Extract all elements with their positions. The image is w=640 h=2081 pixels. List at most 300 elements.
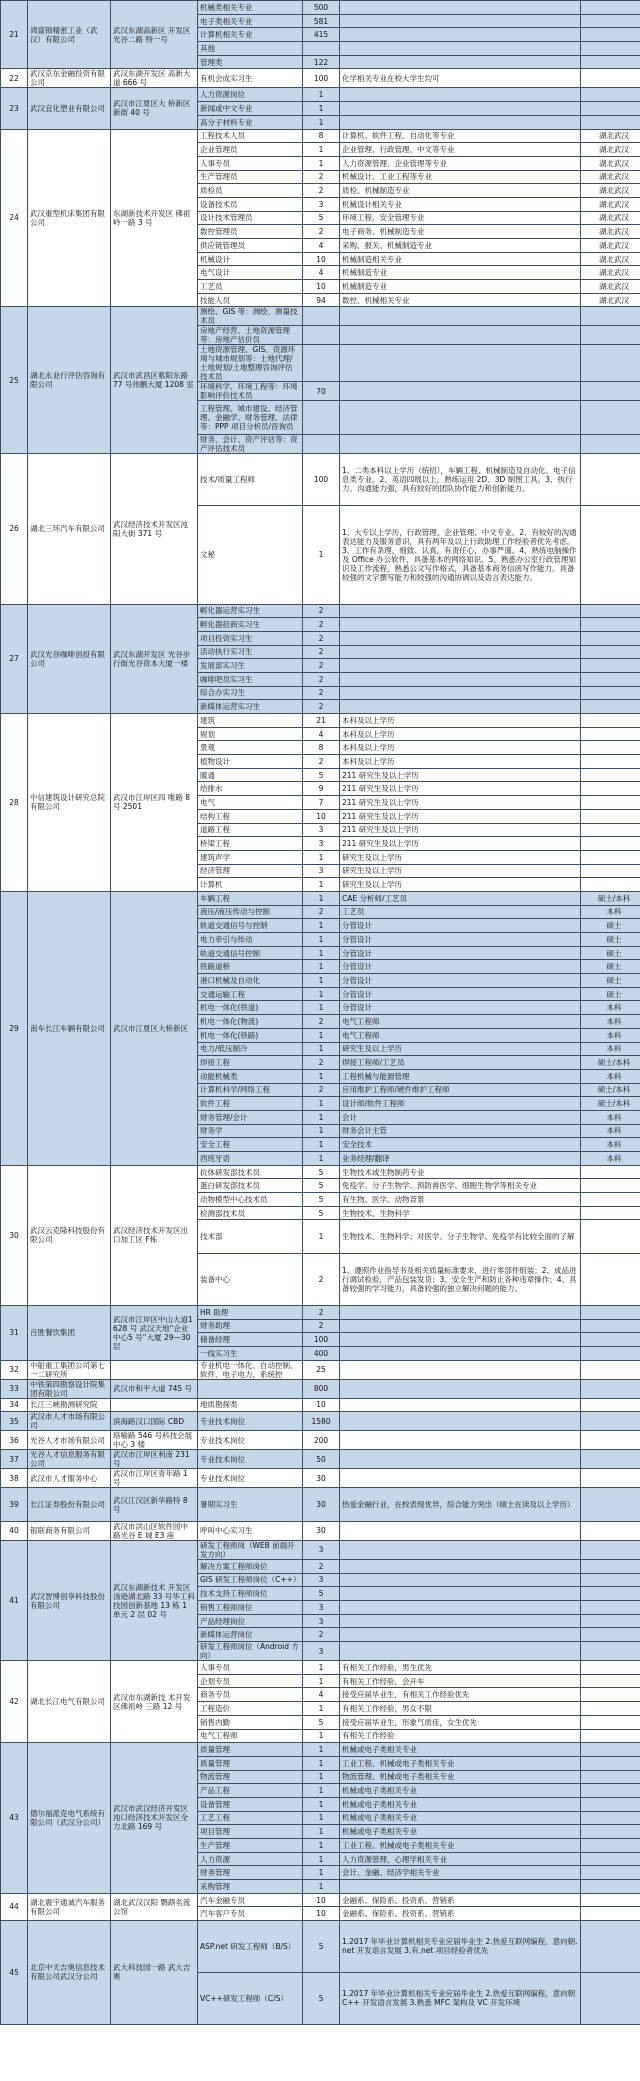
position-name: 测绘、GIS 等：测绘、测量技术员 xyxy=(198,307,303,326)
requirements: 应用维护工程师/硬件维护工程师 xyxy=(340,1083,581,1097)
degree-location xyxy=(581,1220,640,1254)
company-address: 武汉市江岸区四 唯路 8 号 2501 xyxy=(111,714,198,892)
table-row xyxy=(1,1165,640,1179)
position-name: 汽车金融专员 xyxy=(198,1893,303,1907)
headcount: 1580 xyxy=(303,1412,340,1431)
row-number: 29 xyxy=(1,891,28,1165)
headcount: 1 xyxy=(303,1138,340,1152)
degree-location xyxy=(581,1193,640,1207)
table-row xyxy=(1,1921,640,1973)
requirements xyxy=(340,1398,581,1412)
row-number: 35 xyxy=(1,1412,28,1431)
position-name: 道路工程 xyxy=(198,823,303,837)
degree-location: 湖北武汉 xyxy=(581,184,640,198)
degree-location: 本科 xyxy=(581,905,640,919)
headcount: 2 xyxy=(303,1015,340,1029)
degree-location xyxy=(581,1674,640,1688)
position-name: 新闻或中文专业 xyxy=(198,102,303,116)
degree-location xyxy=(581,1784,640,1798)
position-name: 财务助理 xyxy=(198,1319,303,1333)
position-name: 产品经理岗位 xyxy=(198,1614,303,1628)
row-number: 27 xyxy=(1,604,28,714)
headcount: 5 xyxy=(303,1715,340,1729)
position-name: ASP.net 研发工程师（B/S） xyxy=(198,1921,303,1973)
requirements: 研究生及以上学历 xyxy=(340,850,581,864)
headcount xyxy=(303,345,340,382)
headcount: 1 xyxy=(303,1866,340,1880)
company-address xyxy=(111,1398,198,1412)
position-name: 建筑声学 xyxy=(198,850,303,864)
company-name: 中铁第四勘察设计院集团有限公司 xyxy=(28,1379,111,1398)
position-name: 生产管理员 xyxy=(198,170,303,184)
headcount: 2 xyxy=(303,686,340,700)
position-name: GIS 研发工程师岗位（C++） xyxy=(198,1573,303,1587)
company-name: 武汉光谷咖啡创投有限公司 xyxy=(28,604,111,714)
company-name: 长江证券股份有限公司 xyxy=(28,1488,111,1522)
requirements: 工艺员 xyxy=(340,905,581,919)
degree-location xyxy=(581,604,640,618)
row-number: 39 xyxy=(1,1488,28,1522)
position-name: 电子类相关专业 xyxy=(198,14,303,28)
requirements xyxy=(340,1880,581,1894)
degree-location xyxy=(581,645,640,659)
requirements: 机械或电子类相关专业 xyxy=(340,1825,581,1839)
headcount: 2 xyxy=(303,755,340,769)
position-name: 工程技术人员 xyxy=(198,129,303,143)
headcount: 1 xyxy=(303,1674,340,1688)
requirements xyxy=(340,672,581,686)
table-row xyxy=(1,1540,640,1559)
company-address: 武汉东湖开发区 高新大道 666 号 xyxy=(111,69,198,88)
headcount: 1 xyxy=(303,1097,340,1111)
position-name: 技术支持工程师岗位 xyxy=(198,1587,303,1601)
position-name: 给排水 xyxy=(198,782,303,796)
company-name: 中信建筑设计研究总院有限公司 xyxy=(28,714,111,892)
requirements: 分管设计 xyxy=(340,933,581,947)
degree-location: 湖北武汉 xyxy=(581,211,640,225)
degree-location xyxy=(581,1431,640,1450)
headcount: 2 xyxy=(303,184,340,198)
degree-location: 硕士 xyxy=(581,933,640,947)
headcount: 8 xyxy=(303,129,340,143)
headcount: 3 xyxy=(303,197,340,211)
position-name: 储备经理 xyxy=(198,1333,303,1347)
requirements xyxy=(340,115,581,129)
headcount xyxy=(303,307,340,326)
company-name: 光谷人才信息服务有限公司 xyxy=(28,1450,111,1469)
position-name: 铁路道桥 xyxy=(198,960,303,974)
degree-location: 硕士 xyxy=(581,919,640,933)
headcount: 1 xyxy=(303,1852,340,1866)
degree-location xyxy=(581,14,640,28)
position-name: 新媒体运营实习生 xyxy=(198,700,303,714)
row-number: 31 xyxy=(1,1305,28,1360)
degree-location xyxy=(581,1921,640,1973)
degree-location xyxy=(581,823,640,837)
headcount: 3 xyxy=(303,1601,340,1615)
position-name: 供应链管理员 xyxy=(198,239,303,253)
position-name: 综合办实习生 xyxy=(198,686,303,700)
requirements xyxy=(340,1431,581,1450)
position-name: 电气设计 xyxy=(198,266,303,280)
headcount: 1 xyxy=(303,946,340,960)
position-name: 景观 xyxy=(198,741,303,755)
table-row xyxy=(1,1305,640,1319)
requirements: 电气工程师 xyxy=(340,1028,581,1042)
row-number: 40 xyxy=(1,1521,28,1540)
headcount: 2 xyxy=(303,645,340,659)
headcount: 10 xyxy=(303,280,340,294)
degree-location xyxy=(581,102,640,116)
table-row xyxy=(1,307,640,326)
company-address: 武汉市江岸区青年路 1 号 xyxy=(111,1469,198,1488)
headcount: 1 xyxy=(303,1797,340,1811)
position-name: 西班牙语 xyxy=(198,1152,303,1166)
degree-location xyxy=(581,1521,640,1540)
company-address: 滨海路汉口国际 CBD xyxy=(111,1412,198,1431)
degree-location xyxy=(581,1743,640,1757)
company-name: 武汉云克隆科技股份有限公司 xyxy=(28,1165,111,1305)
position-name: 专业技术岗位 xyxy=(198,1412,303,1431)
position-name: 建筑 xyxy=(198,714,303,728)
position-name: 机电一体化(物流) xyxy=(198,1015,303,1029)
requirements xyxy=(340,401,581,435)
requirements: 本科及以上学历 xyxy=(340,714,581,728)
position-name: 发展部实习生 xyxy=(198,659,303,673)
headcount: 1 xyxy=(303,1756,340,1770)
headcount: 1 xyxy=(303,1042,340,1056)
degree-location xyxy=(581,1469,640,1488)
requirements: 机械制造专业 xyxy=(340,280,581,294)
position-name: 呼叫中心实习生 xyxy=(198,1521,303,1540)
degree-location xyxy=(581,1839,640,1853)
degree-location xyxy=(581,1559,640,1573)
degree-location xyxy=(581,1360,640,1379)
requirements: 研究生及以上学历 xyxy=(340,864,581,878)
position-name: 计算机科学/网络工程 xyxy=(198,1083,303,1097)
position-name: 生产管理 xyxy=(198,1839,303,1853)
headcount: 2 xyxy=(303,1254,340,1306)
company-address: 武汉市江岸区利南 231 号 xyxy=(111,1450,198,1469)
requirements: 计算机、软件工程、自动化等专业 xyxy=(340,129,581,143)
requirements: 1、遵照作业指导书及相关质量标准要求，进行零部件组装；2、成品进行调试检验，产品包装发货；3、安全生产和防止各种违章操作；4、具备较强的学习能力，具备较强的独立解决问题的能力。 xyxy=(340,1254,581,1306)
headcount xyxy=(303,435,340,454)
position-name: 工艺员 xyxy=(198,280,303,294)
degree-location: 本科 xyxy=(581,1124,640,1138)
company-address: 武汉东湖高新区 开发区光谷二路 特一号 xyxy=(111,1,198,69)
position-name: 数控管理员 xyxy=(198,225,303,239)
headcount: 4 xyxy=(303,727,340,741)
position-name: 技术部 xyxy=(198,1220,303,1254)
company-address: 东湖新技术开发区 佛祖岭一路 3 号 xyxy=(111,129,198,307)
headcount: 5 xyxy=(303,1587,340,1601)
position-name: 解决方案工程师岗位 xyxy=(198,1559,303,1573)
requirements: 211 研究生及以上学历 xyxy=(340,782,581,796)
degree-location: 本科 xyxy=(581,1110,640,1124)
company-address: 武汉东湖开发区 光谷步行街光谷资本大厦一楼 xyxy=(111,604,198,714)
headcount: 2 xyxy=(303,1083,340,1097)
requirements xyxy=(340,326,581,345)
headcount: 3 xyxy=(303,1642,340,1661)
table-row xyxy=(1,454,640,506)
requirements xyxy=(340,1360,581,1379)
headcount: 1 xyxy=(303,1770,340,1784)
headcount: 2 xyxy=(303,225,340,239)
requirements: 会计、金融、经济学相关专业 xyxy=(340,1866,581,1880)
position-name: 桥梁工程 xyxy=(198,837,303,851)
table-row xyxy=(1,1431,640,1450)
requirements: 本科及以上学历 xyxy=(340,741,581,755)
requirements: 免疫学、分子生物学、预防兽医学、细胞生物学等相关专业 xyxy=(340,1179,581,1193)
position-name: HR 助理 xyxy=(198,1305,303,1319)
headcount xyxy=(303,42,340,56)
requirements xyxy=(340,1450,581,1469)
requirements: 研究生及以上学历 xyxy=(340,1042,581,1056)
company-address: 武汉市江夏区大桥新区 xyxy=(111,891,198,1165)
headcount: 1 xyxy=(303,1028,340,1042)
degree-location xyxy=(581,796,640,810)
row-number: 22 xyxy=(1,69,28,88)
degree-location xyxy=(581,850,640,864)
row-number: 33 xyxy=(1,1379,28,1398)
position-name: 车辆工程 xyxy=(198,891,303,905)
requirements: CAE 分析师/工艺员 xyxy=(340,891,581,905)
position-name: 装备中心 xyxy=(198,1254,303,1306)
degree-location: 湖北武汉 xyxy=(581,197,640,211)
requirements: 质检、机械制造专业 xyxy=(340,184,581,198)
position-name: 检测部技术员 xyxy=(198,1206,303,1220)
position-name: 环境科学、环境工程等：环境影响评价技术员 xyxy=(198,382,303,401)
company-name: 武汉宜化塑业有限公司 xyxy=(28,88,111,129)
requirements: 机械制造专业 xyxy=(340,266,581,280)
degree-location xyxy=(581,618,640,632)
table-row xyxy=(1,891,640,905)
position-name: 设备技术员 xyxy=(198,197,303,211)
company-name: 湖北长江电气有限公司 xyxy=(28,1661,111,1743)
headcount: 200 xyxy=(303,1431,340,1450)
headcount: 400 xyxy=(303,1346,340,1360)
headcount: 1 xyxy=(303,1152,340,1166)
headcount: 1 xyxy=(303,987,340,1001)
headcount: 1 xyxy=(303,1110,340,1124)
requirements: 分管设计 xyxy=(340,919,581,933)
table-row xyxy=(1,1661,640,1675)
requirements: 机械设计相关专业 xyxy=(340,197,581,211)
position-name: 咖啡吧员实习生 xyxy=(198,672,303,686)
position-name: 质量管理 xyxy=(198,1743,303,1757)
position-name: 机电一体化(铁道) xyxy=(198,1001,303,1015)
headcount: 1 xyxy=(303,891,340,905)
degree-location: 本科 xyxy=(581,1015,640,1029)
headcount: 5 xyxy=(303,1972,340,2024)
requirements: 211 研究生及以上学历 xyxy=(340,837,581,851)
position-name: 人事专员 xyxy=(198,156,303,170)
degree-location xyxy=(581,1688,640,1702)
headcount: 2 xyxy=(303,618,340,632)
headcount: 2 xyxy=(303,1628,340,1642)
requirements: 金融系、保险系、投资系、营销系 xyxy=(340,1907,581,1921)
headcount: 581 xyxy=(303,14,340,28)
headcount: 5 xyxy=(303,1193,340,1207)
degree-location xyxy=(581,345,640,382)
position-name: 财务学 xyxy=(198,1124,303,1138)
company-name: 湖北震宇通诚汽车服务有限公司 xyxy=(28,1893,111,1920)
requirements xyxy=(340,307,581,326)
degree-location xyxy=(581,672,640,686)
row-number: 44 xyxy=(1,1893,28,1920)
degree-location xyxy=(581,700,640,714)
requirements xyxy=(340,1642,581,1661)
position-name xyxy=(198,1379,303,1398)
requirements xyxy=(340,1540,581,1559)
headcount: 1 xyxy=(303,878,340,892)
company-address: 武汉江汉区新华路特 8 号 xyxy=(111,1488,198,1522)
requirements: 机械制造相关专业 xyxy=(340,252,581,266)
degree-location: 本科 xyxy=(581,1138,640,1152)
headcount: 3 xyxy=(303,864,340,878)
position-name: 管理类 xyxy=(198,55,303,69)
degree-location: 硕士 xyxy=(581,987,640,1001)
requirements xyxy=(340,1573,581,1587)
table-row xyxy=(1,88,640,102)
requirements: 1.2017 年毕业计算机相关专业应届毕业生 2.热爱互联网编程，意向朝.net 开发语言发展 3.有.net 项目经验者优先 xyxy=(340,1921,581,1973)
requirements: 会计 xyxy=(340,1110,581,1124)
company-address xyxy=(111,1360,198,1379)
requirements: 采购、报关、机械制造专业 xyxy=(340,239,581,253)
requirements: 211 研究生及以上学历 xyxy=(340,768,581,782)
position-name: 技能人员 xyxy=(198,293,303,307)
position-name: 孵化器运营实习生 xyxy=(198,604,303,618)
degree-location xyxy=(581,1346,640,1360)
requirements: 机械或电子类相关专业 xyxy=(340,1797,581,1811)
position-name: 活动执行实习生 xyxy=(198,645,303,659)
requirements: 机械或电子类相关专业 xyxy=(340,1784,581,1798)
requirements xyxy=(340,1379,581,1398)
headcount: 100 xyxy=(303,1333,340,1347)
requirements: 211 研究生及以上学历 xyxy=(340,809,581,823)
company-address: 武汉市东湖新技 术开发区佛祖岭 三路 12 号 xyxy=(111,1661,198,1743)
position-name: 企业管理员 xyxy=(198,143,303,157)
requirements: 焊接工程师/工艺员 xyxy=(340,1056,581,1070)
table-row xyxy=(1,1450,640,1469)
position-name: 地质勘探类 xyxy=(198,1398,303,1412)
position-name: 一线实习生 xyxy=(198,1346,303,1360)
degree-location xyxy=(581,69,640,88)
headcount: 1 xyxy=(303,1729,340,1743)
headcount: 1 xyxy=(303,1743,340,1757)
headcount: 9 xyxy=(303,782,340,796)
company-address: 武大科技园一路 武大吉奥 xyxy=(111,1921,198,2024)
position-name: 技术/质量工程师 xyxy=(198,454,303,506)
degree-location xyxy=(581,307,640,326)
degree-location: 本科 xyxy=(581,1042,640,1056)
degree-location: 硕士/本科 xyxy=(581,891,640,905)
position-name: 蛋白研发部技术员 xyxy=(198,1179,303,1193)
requirements: 机械或电子类相关专业 xyxy=(340,1743,581,1757)
position-name: 研发工程师岗位（Android 方向） xyxy=(198,1642,303,1661)
degree-location xyxy=(581,1852,640,1866)
requirements: 物流管理、机械或电子类相关专业 xyxy=(340,1770,581,1784)
degree-location xyxy=(581,1642,640,1661)
position-name: 财务、会计、资产评估等：资产评估技术员 xyxy=(198,435,303,454)
degree-location xyxy=(581,1,640,15)
headcount: 5 xyxy=(303,1165,340,1179)
requirements: 研究生及以上学历 xyxy=(340,878,581,892)
table-row xyxy=(1,129,640,143)
position-name: 人力资源 xyxy=(198,1852,303,1866)
requirements: 金融系、保险系、投资系、营销系 xyxy=(340,1893,581,1907)
table-row xyxy=(1,1488,640,1522)
position-name: 计算机 xyxy=(198,878,303,892)
requirements: 工业工程、机械或电子类相关专业 xyxy=(340,1756,581,1770)
position-name: 专业技术岗位 xyxy=(198,1469,303,1488)
headcount: 1 xyxy=(303,960,340,974)
table-row xyxy=(1,1360,640,1379)
position-name: 电力/低压制冷 xyxy=(198,1042,303,1056)
degree-location xyxy=(581,659,640,673)
degree-location xyxy=(581,1866,640,1880)
position-name: 财务管理 xyxy=(198,1866,303,1880)
headcount: 10 xyxy=(303,1907,340,1921)
headcount xyxy=(303,401,340,435)
headcount: 3 xyxy=(303,823,340,837)
row-number: 25 xyxy=(1,307,28,454)
degree-location xyxy=(581,1972,640,2024)
headcount: 1 xyxy=(303,102,340,116)
position-name: 新媒体运营岗位 xyxy=(198,1628,303,1642)
position-name: 机械设计 xyxy=(198,252,303,266)
position-name: 液压/液压传动与控制 xyxy=(198,905,303,919)
headcount: 2 xyxy=(303,1056,340,1070)
row-number: 30 xyxy=(1,1165,28,1305)
headcount: 8 xyxy=(303,741,340,755)
headcount: 2 xyxy=(303,700,340,714)
degree-location xyxy=(581,1573,640,1587)
headcount: 1 xyxy=(303,1069,340,1083)
requirements xyxy=(340,645,581,659)
headcount: 3 xyxy=(303,1573,340,1587)
degree-location xyxy=(581,1770,640,1784)
requirements: 热爱金融行业，在校表现优异，综合能力突出（硕士在读及以上学历） xyxy=(340,1488,581,1522)
degree-location xyxy=(581,1254,640,1306)
requirements xyxy=(340,55,581,69)
headcount: 5 xyxy=(303,1206,340,1220)
degree-location xyxy=(581,326,640,345)
requirements: 生物技术、生物科学 xyxy=(340,1206,581,1220)
headcount: 4 xyxy=(303,1688,340,1702)
requirements: 分管设计 xyxy=(340,1001,581,1015)
requirements: 分管设计 xyxy=(340,946,581,960)
degree-location xyxy=(581,1319,640,1333)
position-name: 产品工程 xyxy=(198,1784,303,1798)
degree-location xyxy=(581,1702,640,1716)
table-row xyxy=(1,1521,640,1540)
degree-location: 本科 xyxy=(581,1152,640,1166)
requirements xyxy=(340,1469,581,1488)
position-name: 软件工程 xyxy=(198,1097,303,1111)
degree-location xyxy=(581,1412,640,1431)
company-address: 武汉经济技术开发区出口加工区 F栋 xyxy=(111,1165,198,1305)
company-name: 武汉市人才市场有限公司 xyxy=(28,1412,111,1431)
position-name: 设备管理 xyxy=(198,1797,303,1811)
position-name: 工艺工程 xyxy=(198,1811,303,1825)
degree-location: 硕士 xyxy=(581,960,640,974)
position-name: 物流管理 xyxy=(198,1770,303,1784)
company-name: 百胜餐饮集团 xyxy=(28,1305,111,1360)
row-number: 36 xyxy=(1,1431,28,1450)
requirements: 机械设计、工业工程等专业 xyxy=(340,170,581,184)
requirements xyxy=(340,1333,581,1347)
